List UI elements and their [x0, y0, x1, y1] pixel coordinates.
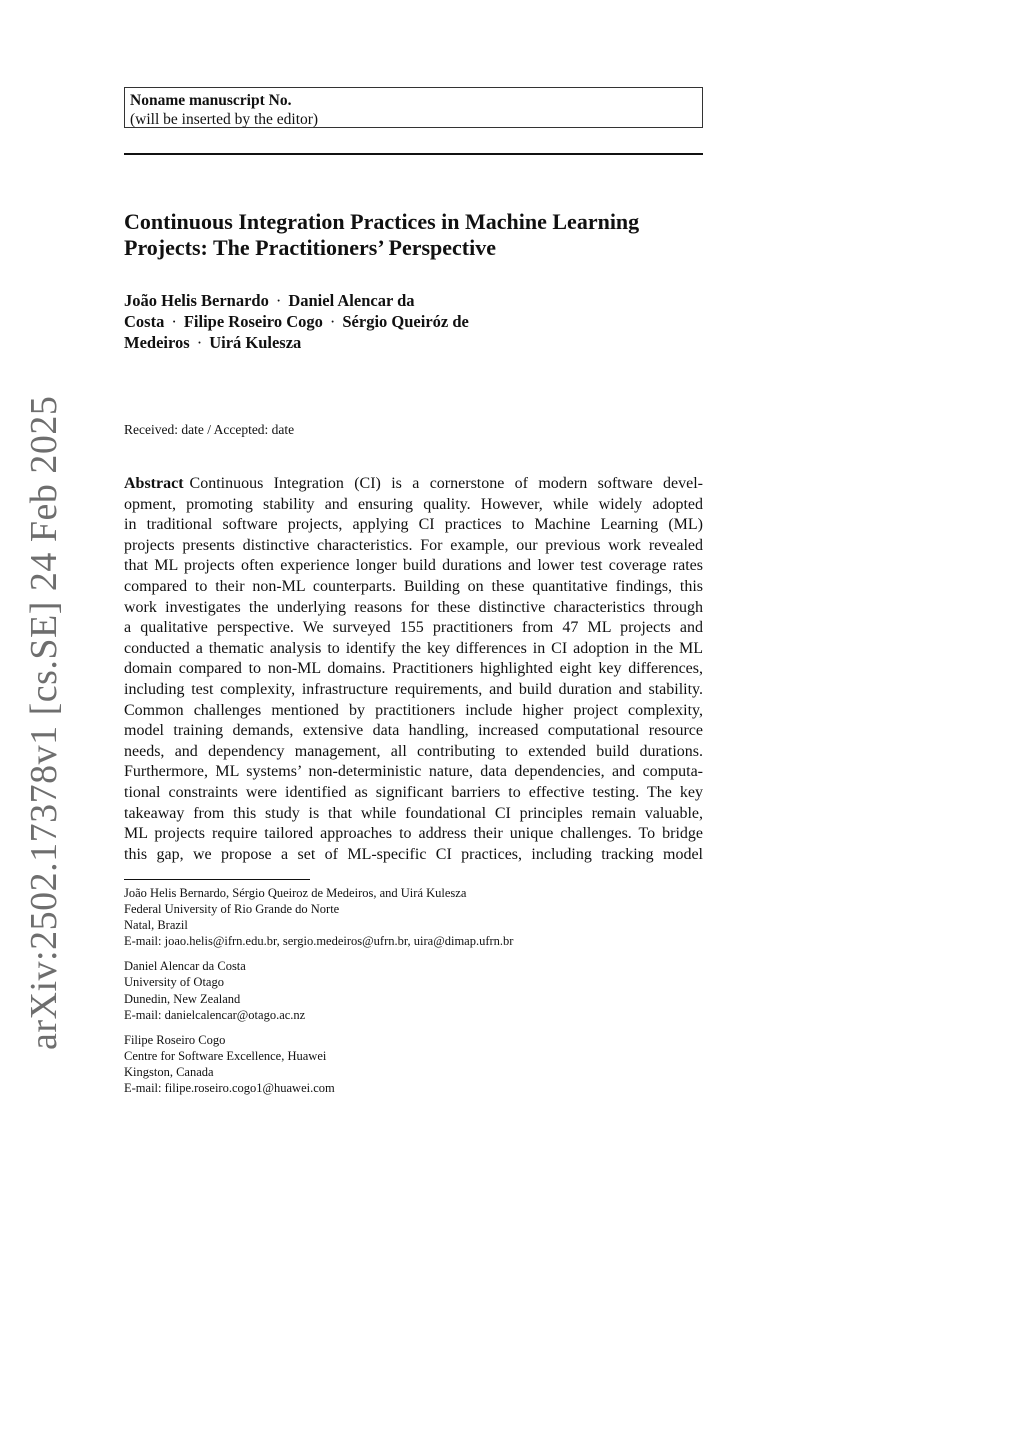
author-name: Sérgio Queiróz de	[342, 312, 469, 331]
author-separator: ·	[171, 312, 177, 331]
affiliation-names: Filipe Roseiro Cogo	[124, 1032, 226, 1047]
manuscript-label: Noname manuscript No.	[130, 92, 292, 109]
abstract-line: projects presents distinctive characteristics. For example, our previous work revealed	[124, 536, 703, 554]
author-name: Costa	[124, 312, 165, 331]
abstract-line: model training demands, extensive data handling, increased computational resource	[124, 722, 703, 740]
abstract-heading: Abstract	[124, 475, 184, 492]
abstract-line: compared to their non-ML counterparts. Building on these quantitative findings, this	[124, 577, 703, 595]
abstract	[124, 474, 703, 865]
affiliation-block	[124, 1032, 704, 1096]
affiliation-names: Daniel Alencar da Costa	[124, 959, 246, 974]
abstract-line: tional constraints were identified as significant barriers to effective testing. The key	[124, 783, 703, 801]
author-separator: ·	[329, 312, 336, 331]
abstract-line: in traditional software projects, applying CI practices to Machine Learning (ML)	[124, 516, 703, 534]
title-line: Projects: The Practitioners’ Perspective	[124, 235, 497, 260]
abstract-line: ML projects require tailored approaches to address their unique challenges. To bridge	[124, 825, 703, 843]
abstract-line: Common challenges mentioned by practitioners include higher project complexity,	[124, 701, 703, 719]
abstract-line: domain compared to non-ML domains. Practitioners highlighted eight key differences,	[124, 660, 703, 678]
author-name: Medeiros	[124, 333, 190, 352]
paper-title	[124, 209, 724, 261]
manuscript-number-box	[124, 87, 703, 128]
affiliation-email[interactable]: E-mail: filipe.roseiro.cogo1@huawei.com	[124, 1081, 335, 1096]
abstract-line: needs, and dependency management, all contributing to extended build durations.	[124, 742, 703, 760]
author-affiliations	[124, 885, 704, 1105]
affiliation-institution: University of Otago	[124, 975, 224, 990]
affiliation-email[interactable]: E-mail: danielcalencar@otago.ac.nz	[124, 1007, 306, 1022]
affiliation-names: João Helis Bernardo, Sérgio Queiroz de Medeiros, and Uirá Kulesza	[124, 886, 467, 900]
abstract-line: Furthermore, ML systems’ non-deterministic nature, data dependencies, and computa-	[124, 763, 703, 781]
author-separator: ·	[275, 291, 282, 310]
abstract-line: including test complexity, infrastructure requirements, and build duration and stability.	[124, 680, 703, 698]
abstract-line: this gap, we propose a set of ML-specific CI practices, including tracking model	[124, 845, 703, 863]
abstract-line: work investigates the underlying reasons for these distinctive characteristics through	[124, 598, 703, 616]
author-name: João Helis Bernardo	[124, 291, 269, 310]
abstract-line: opment, promoting stability and ensuring quality. However, while widely adopted	[124, 495, 703, 513]
affiliation-block	[124, 958, 704, 1022]
received-accepted-dates: Received: date / Accepted: date	[124, 422, 295, 437]
abstract-line: a qualitative perspective. We surveyed 155 practitioners from 47 ML projects and	[124, 619, 703, 637]
affiliation-location: Kingston, Canada	[124, 1064, 214, 1079]
header-rule	[124, 153, 703, 155]
abstract-line: that ML projects often experience longer build durations and lower test coverage rates	[124, 557, 703, 575]
author-list	[124, 290, 504, 353]
author-name: Filipe Roseiro Cogo	[183, 312, 323, 331]
title-line: Continuous Integration Practices in Machine Learning	[124, 209, 640, 234]
affiliation-institution: Centre for Software Excellence, Huawei	[124, 1048, 327, 1063]
affiliation-block	[124, 885, 704, 949]
arxiv-identifier[interactable]: arXiv:2502.17378v1 [cs.SE] 24 Feb 2025	[23, 395, 65, 1050]
affiliation-email[interactable]: E-mail: joao.helis@ifrn.edu.br, sergio.medeiros@ufrn.br, uira@dimap.ufrn.br	[124, 934, 514, 949]
author-separator: ·	[196, 333, 203, 352]
abstract-line: conducted a thematic analysis to identify the key differences in CI adoption in the ML	[124, 639, 703, 657]
abstract-line: takeaway from this study is that while foundational CI principles remain valuable,	[124, 804, 703, 822]
author-name: Uirá Kulesza	[209, 333, 302, 352]
affiliation-location: Natal, Brazil	[124, 918, 188, 933]
author-name: Daniel Alencar da	[288, 291, 415, 310]
abstract-line: Abstract Continuous Integration (CI) is a cornerstone of modern software devel-	[124, 475, 703, 492]
manuscript-note: (will be inserted by the editor)	[130, 111, 319, 128]
affiliation-institution: Federal University of Rio Grande do Norte	[124, 902, 340, 917]
footnote-rule	[124, 879, 310, 880]
affiliation-location: Dunedin, New Zealand	[124, 991, 241, 1006]
